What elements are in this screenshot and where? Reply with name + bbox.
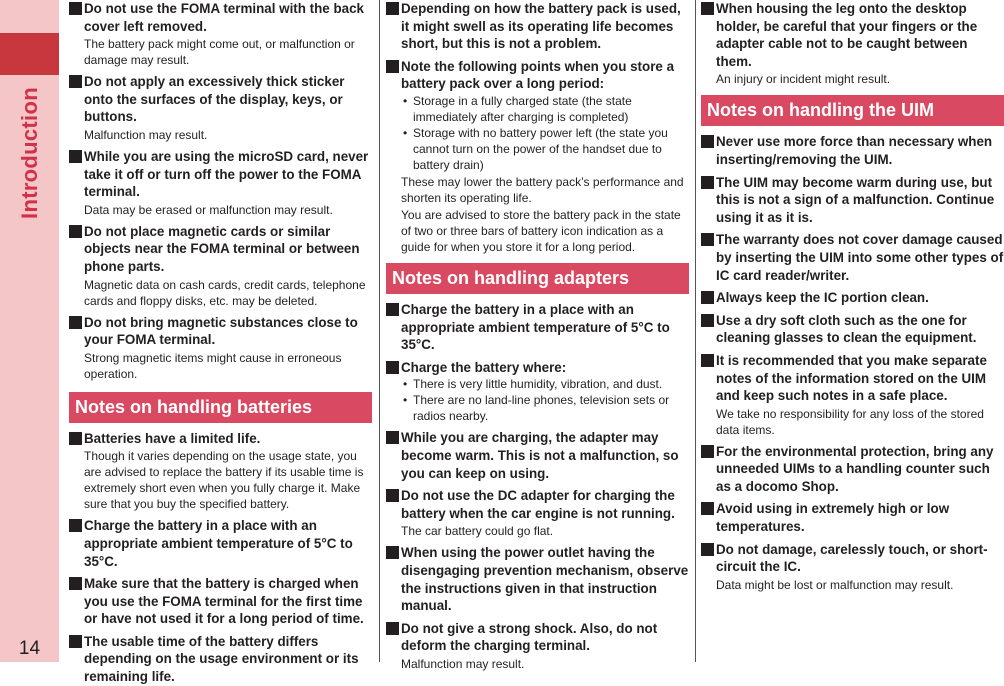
square-bullet-icon	[701, 354, 714, 367]
list-item: Charge the battery in a place with an appropriate ambient temperature of 5°C to 35°C.	[386, 301, 689, 354]
square-bullet-icon	[386, 2, 399, 15]
list-item: Do not bring magnetic substances close to your FOMA terminal. Strong magnetic items might cause in erroneous operation.	[69, 314, 372, 382]
list-item: Depending on how the battery pack is used, it might swell as its operating life becomes short, but this is not a problem.	[386, 0, 689, 53]
list-item: The UIM may become warm during use, but this is not a sign of a malfunction. Continue using it as it is.	[701, 174, 1004, 227]
section-heading-batteries: Notes on handling batteries	[69, 392, 372, 423]
list-item: Do not apply an excessively thick sticker onto the surfaces of the display, keys, or buttons. Malfunction may result.	[69, 73, 372, 143]
list-item: Note the following points when you store a battery pack over a long period: • Storage in a fully charged state (the state immediately after charging is completed) • Storage with no battery power left (the state you cannot turn on the power of the handset due to battery drain) These may lower the battery pack’s performance and shorten its operating life. You are advised to store the battery pack in the state of two or three bars of battery icon indication as a guide for when you store it for a long period.	[386, 58, 689, 255]
square-bullet-icon	[701, 502, 714, 515]
square-bullet-icon	[69, 577, 82, 590]
section-heading-adapters: Notes on handling adapters	[386, 263, 689, 294]
square-bullet-icon	[386, 303, 399, 316]
list-item: The warranty does not cover damage caused by inserting the UIM into some other types of IC card reader/writer.	[701, 231, 1004, 284]
square-bullet-icon	[69, 316, 82, 329]
square-bullet-icon	[701, 233, 714, 246]
bullet-item: • Storage with no battery power left (the state you cannot turn on the power of the handset due to battery drain)	[401, 125, 689, 173]
square-bullet-icon	[701, 314, 714, 327]
list-item: Avoid using in extremely high or low temperatures.	[701, 500, 1004, 535]
column-2	[386, 0, 689, 671]
square-bullet-icon	[701, 543, 714, 556]
page-number: 14	[18, 638, 41, 659]
column-divider	[695, 0, 696, 662]
column-divider	[379, 0, 380, 662]
bullet-list	[401, 93, 689, 173]
section-heading-uim: Notes on handling the UIM	[701, 95, 1004, 126]
chapter-title: Introduction	[17, 87, 42, 219]
side-chapter-marker	[0, 33, 59, 75]
square-bullet-icon	[386, 361, 399, 374]
bullet-list	[401, 376, 689, 424]
list-item: For the environmental protection, bring any unneeded UIMs to a handling counter such as a docomo Shop.	[701, 443, 1004, 496]
list-item: It is recommended that you make separate notes of the information stored on the UIM and keep such notes in a safe place. We take no responsibility for any loss of the stored data items.	[701, 352, 1004, 438]
list-item: Do not use the FOMA terminal with the back cover left removed. The battery pack might come out, or malfunction or damage may result.	[69, 0, 372, 68]
square-bullet-icon	[701, 291, 714, 304]
list-item: Never use more force than necessary when inserting/removing the UIM.	[701, 133, 1004, 168]
bullet-item: • There are no land-line phones, television sets or radios nearby.	[401, 392, 689, 424]
square-bullet-icon	[69, 635, 82, 648]
square-bullet-icon	[69, 150, 82, 163]
square-bullet-icon	[386, 546, 399, 559]
list-item: While you are charging, the adapter may become warm. This is not a malfunction, so you can keep on using.	[386, 429, 689, 482]
list-item: Do not place magnetic cards or similar objects near the FOMA terminal or between phone parts. Magnetic data on cash cards, credit cards, telephone cards and floppy disks, etc. may be deleted.	[69, 223, 372, 309]
list-item: Do not use the DC adapter for charging the battery when the car engine is not running. The car battery could go flat.	[386, 487, 689, 539]
square-bullet-icon	[386, 431, 399, 444]
list-item: Always keep the IC portion clean.	[701, 289, 1004, 307]
list-item: When housing the leg onto the desktop holder, be careful that your fingers or the adapter cable not to be caught between them. An injury or incident might result.	[701, 0, 1004, 87]
column-3	[701, 0, 1004, 662]
square-bullet-icon	[701, 135, 714, 148]
square-bullet-icon	[69, 519, 82, 532]
bullet-item: • Storage in a fully charged state (the state immediately after charging is completed)	[401, 93, 689, 125]
list-item: Do not damage, carelessly touch, or short-circuit the IC. Data might be lost or malfunction may result.	[701, 541, 1004, 593]
list-item: Do not give a strong shock. Also, do not deform the charging terminal. Malfunction may result.	[386, 620, 689, 672]
list-item: Charge the battery where: • There is very little humidity, vibration, and dust. • There are no land-line phones, television sets or radios nearby.	[386, 359, 689, 425]
column-1	[69, 0, 372, 685]
square-bullet-icon	[701, 176, 714, 189]
square-bullet-icon	[701, 445, 714, 458]
list-item: Make sure that the battery is charged when you use the FOMA terminal for the first time or have not used it for a long period of time.	[69, 575, 372, 628]
square-bullet-icon	[69, 225, 82, 238]
square-bullet-icon	[386, 489, 399, 502]
list-item: Batteries have a limited life. Though it varies depending on the usage state, you are advised to replace the battery if its usable time is extremely short even when you fully charge it. Make sure that you buy the specified battery.	[69, 430, 372, 513]
list-item: When using the power outlet having the disengaging prevention mechanism, observe the instructions given in that instruction manual.	[386, 544, 689, 614]
square-bullet-icon	[69, 75, 82, 88]
list-item: While you are using the microSD card, never take it off or turn off the power to the FOMA terminal. Data may be erased or malfunction may result.	[69, 148, 372, 218]
list-item: Charge the battery in a place with an appropriate ambient temperature of 5°C to 35°C.	[69, 517, 372, 570]
bullet-item: • There is very little humidity, vibration, and dust.	[401, 376, 689, 392]
square-bullet-icon	[386, 622, 399, 635]
square-bullet-icon	[701, 2, 714, 15]
list-item: Use a dry soft cloth such as the one for cleaning glasses to clean the equipment.	[701, 312, 1004, 347]
list-item: The usable time of the battery differs depending on the usage environment or its remaining life.	[69, 633, 372, 686]
square-bullet-icon	[69, 2, 82, 15]
square-bullet-icon	[386, 60, 399, 73]
square-bullet-icon	[69, 432, 82, 445]
